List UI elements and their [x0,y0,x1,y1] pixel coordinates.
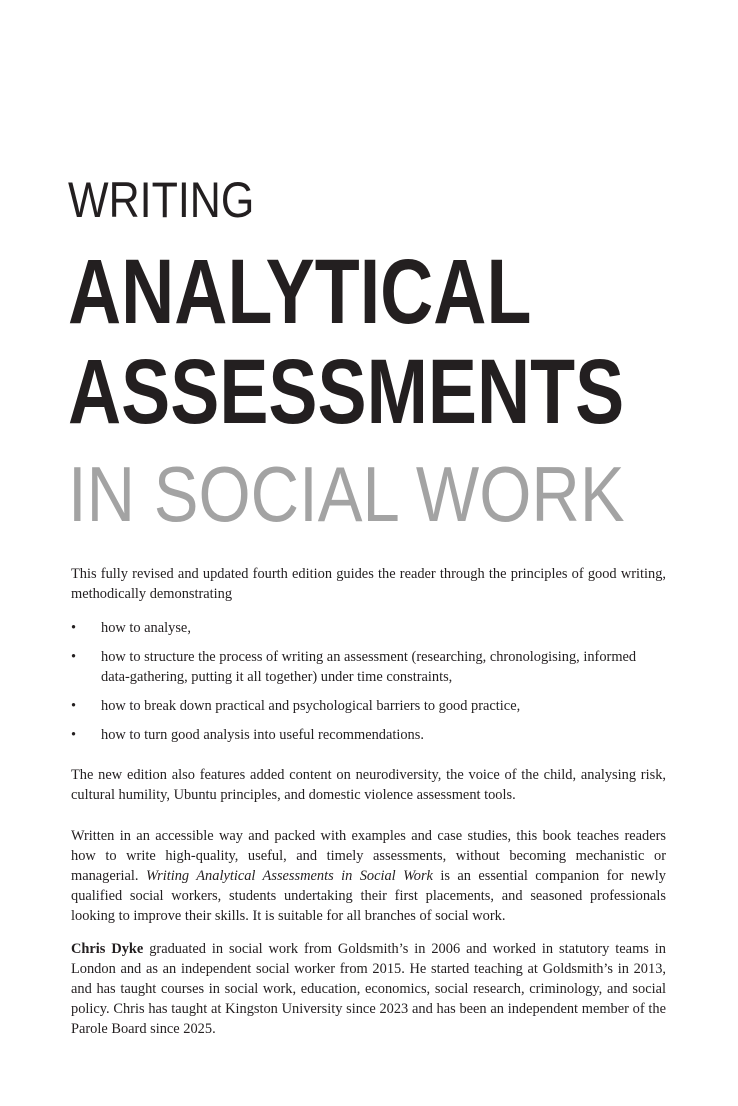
list-item-text: how to analyse, [101,620,191,636]
bullet-icon: • [71,620,77,636]
list-item [71,647,666,687]
bullet-icon: • [71,649,77,665]
title-line-assessments: ASSESSMENTS [68,341,625,443]
list-item-text: how to turn good analysis into useful recommendations. [101,727,424,743]
author-bio-text: graduated in social work from Goldsmith’s in 2006 and worked in statutory teams in London and as an independent social worker from 2015. He started teaching at Goldsmith’s in 2013, and has taught courses in social work, education, economics, social research, criminology, and social policy. Chris has taught at Kingston University since 2023 and has been an independent member of the Parole Board since 2025. [71,941,666,1037]
description-text-after: is an essential companion for newly qualified social workers, students undertaking their first placements, and seasoned professionals looking to improve their skills. It is suitable for all branches of social work. [71,868,666,924]
list-item [71,696,666,716]
author-name: Chris Dyke [71,941,144,957]
title-line-writing: WRITING [68,172,255,228]
bullet-icon: • [71,727,77,743]
book-title [68,170,708,544]
list-item-text: how to structure the process of writing an assessment (researching, chronologising, informed data-gathering, putting it all together) under time constraints, [101,649,637,685]
title-line-in-social-work: IN SOCIAL WORK [68,450,625,538]
description-paragraph [71,826,666,926]
feature-list [71,618,666,745]
title-line-analytical: ANALYTICAL [68,241,532,343]
book-title-italic: Writing Analytical Assessments in Social Work [145,868,433,884]
description-text-before: Written in an accessible way and packed with examples and case studies, this book teaches readers how to write high-quality, useful, and timely assessments, without becoming mechanistic or managerial. [71,828,666,884]
author-bio-paragraph [71,939,666,1039]
blurb [71,564,666,1039]
list-item [71,725,666,745]
intro-paragraph: This fully revised and updated fourth edition guides the reader through the principles of good writing, methodically demonstrating [71,566,666,602]
new-edition-paragraph: The new edition also features added content on neurodiversity, the voice of the child, analysing risk, cultural humility, Ubuntu principles, and domestic violence assessment tools. [71,767,666,803]
list-item-text: how to break down practical and psychological barriers to good practice, [101,698,521,714]
bullet-icon: • [71,698,77,714]
list-item [71,618,666,638]
